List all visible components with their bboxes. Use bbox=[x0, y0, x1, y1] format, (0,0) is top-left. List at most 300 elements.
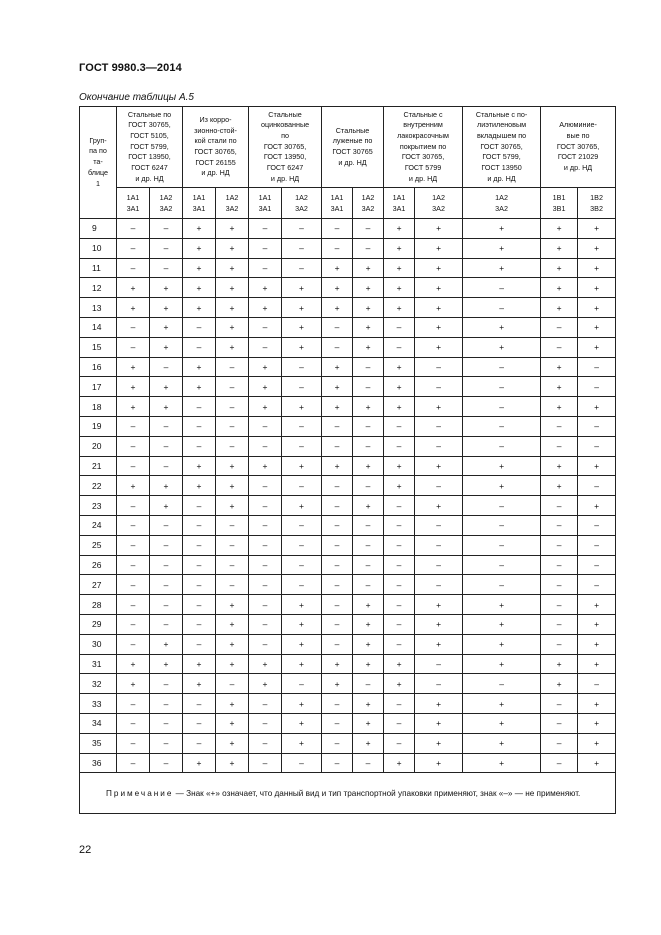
table-cell: – bbox=[117, 535, 150, 555]
header-line: ГОСТ 13950, bbox=[263, 152, 307, 162]
table-cell: – bbox=[541, 515, 578, 535]
table-cell: + bbox=[150, 654, 183, 674]
table-cell: – bbox=[117, 238, 150, 258]
table-cell: – bbox=[353, 515, 384, 535]
subtype-header bbox=[384, 188, 415, 219]
table-cell: – bbox=[117, 515, 150, 535]
table-cell: + bbox=[384, 298, 415, 318]
table-cell: + bbox=[415, 317, 463, 337]
subtype-code: 1А2 bbox=[159, 193, 173, 202]
table-cell: + bbox=[353, 713, 384, 733]
table-cell: – bbox=[183, 515, 216, 535]
table-cell: – bbox=[415, 436, 463, 456]
table-row bbox=[80, 575, 616, 595]
header-line: та- bbox=[93, 157, 103, 167]
subtype-code: 1А2 bbox=[295, 193, 308, 202]
table-cell: + bbox=[463, 476, 541, 496]
table-cell: – bbox=[216, 436, 249, 456]
table-cell: – bbox=[183, 634, 216, 654]
subtype-code: 3А1 bbox=[126, 204, 140, 213]
column-header bbox=[541, 107, 616, 188]
header-line: ГОСТ 30765, bbox=[556, 141, 600, 151]
table-cell: – bbox=[353, 674, 384, 694]
group-number: 12 bbox=[80, 278, 117, 298]
column-header bbox=[249, 107, 322, 188]
table-cell: – bbox=[322, 476, 353, 496]
table-row bbox=[80, 238, 616, 258]
table-cell: + bbox=[282, 278, 322, 298]
table-cell: – bbox=[117, 317, 150, 337]
table-cell: + bbox=[463, 258, 541, 278]
table-cell: + bbox=[150, 397, 183, 417]
table-cell: – bbox=[322, 595, 353, 615]
table-cell: – bbox=[183, 416, 216, 436]
table-cell: + bbox=[415, 278, 463, 298]
column-header bbox=[463, 107, 541, 188]
table-cell: – bbox=[282, 219, 322, 239]
table-cell: – bbox=[541, 496, 578, 516]
column-header bbox=[117, 107, 183, 188]
table-cell: – bbox=[415, 535, 463, 555]
table-cell: – bbox=[541, 595, 578, 615]
table-cell: – bbox=[322, 436, 353, 456]
subtype-header bbox=[183, 188, 216, 219]
table-cell: + bbox=[150, 278, 183, 298]
table-row bbox=[80, 515, 616, 535]
table-cell: – bbox=[541, 535, 578, 555]
subtype-code: 3А2 bbox=[295, 204, 308, 213]
table-cell: – bbox=[117, 258, 150, 278]
table-cell: – bbox=[216, 515, 249, 535]
table-cell: + bbox=[216, 317, 249, 337]
table-cell: + bbox=[183, 238, 216, 258]
table-cell: + bbox=[150, 298, 183, 318]
header-line: ГОСТ 6247 bbox=[266, 163, 304, 173]
table-cell: – bbox=[322, 535, 353, 555]
header-line: и др. НД bbox=[201, 168, 230, 178]
header-line: лиэтиленовым bbox=[477, 120, 527, 130]
table-cell: + bbox=[322, 456, 353, 476]
table-cell: + bbox=[322, 298, 353, 318]
table-cell: – bbox=[353, 377, 384, 397]
table-cell: + bbox=[578, 456, 616, 476]
table-cell: – bbox=[322, 614, 353, 634]
group-number: 28 bbox=[80, 595, 117, 615]
subtype-code: 1А2 bbox=[495, 193, 508, 202]
header-line: ГОСТ 5799, bbox=[482, 152, 521, 162]
table-cell: – bbox=[117, 614, 150, 634]
table-row bbox=[80, 357, 616, 377]
table-cell: + bbox=[384, 397, 415, 417]
table-cell: + bbox=[183, 654, 216, 674]
table-cell: – bbox=[150, 694, 183, 714]
header-line: Стальные с bbox=[403, 109, 443, 119]
table-cell: – bbox=[384, 535, 415, 555]
table-cell: + bbox=[541, 258, 578, 278]
table-cell: – bbox=[578, 555, 616, 575]
table-cell: + bbox=[541, 219, 578, 239]
table-cell: – bbox=[541, 337, 578, 357]
table-cell: + bbox=[183, 357, 216, 377]
table-cell: + bbox=[578, 595, 616, 615]
table-row bbox=[80, 713, 616, 733]
table-cell: + bbox=[249, 377, 282, 397]
header-line: ГОСТ 30765, bbox=[128, 120, 171, 130]
table-cell: – bbox=[117, 337, 150, 357]
table-row bbox=[80, 476, 616, 496]
table-cell: + bbox=[249, 456, 282, 476]
table-cell: – bbox=[249, 219, 282, 239]
table-cell: + bbox=[541, 377, 578, 397]
group-number: 35 bbox=[80, 733, 117, 753]
table-cell: + bbox=[117, 476, 150, 496]
table-row bbox=[80, 654, 616, 674]
table-cell: + bbox=[415, 337, 463, 357]
table-cell: + bbox=[415, 238, 463, 258]
group-number: 24 bbox=[80, 515, 117, 535]
table-cell: + bbox=[353, 397, 384, 417]
table-cell: + bbox=[353, 278, 384, 298]
table-cell: + bbox=[150, 476, 183, 496]
table-cell: + bbox=[541, 238, 578, 258]
header-line: блице bbox=[87, 167, 109, 177]
group-number: 9 bbox=[80, 219, 117, 239]
table-cell: – bbox=[249, 634, 282, 654]
packaging-table bbox=[79, 106, 616, 814]
table-cell: + bbox=[578, 317, 616, 337]
group-number: 33 bbox=[80, 694, 117, 714]
table-cell: – bbox=[541, 317, 578, 337]
page-number: 22 bbox=[79, 844, 92, 856]
group-number: 19 bbox=[80, 416, 117, 436]
table-row bbox=[80, 377, 616, 397]
table-cell: – bbox=[282, 555, 322, 575]
group-number: 30 bbox=[80, 634, 117, 654]
table-cell: – bbox=[183, 595, 216, 615]
table-cell: – bbox=[353, 238, 384, 258]
table-cell: – bbox=[384, 416, 415, 436]
table-cell: – bbox=[578, 377, 616, 397]
table-row bbox=[80, 496, 616, 516]
table-cell: + bbox=[216, 496, 249, 516]
table-cell: – bbox=[353, 476, 384, 496]
subtype-code: 3А2 bbox=[361, 204, 375, 213]
table-row bbox=[80, 258, 616, 278]
table-cell: + bbox=[117, 654, 150, 674]
table-cell: – bbox=[249, 694, 282, 714]
table-cell: + bbox=[415, 456, 463, 476]
header-line: луженые по bbox=[332, 136, 373, 146]
table-cell: + bbox=[322, 377, 353, 397]
header-line: ГОСТ 13950, bbox=[128, 152, 171, 162]
table-cell: – bbox=[541, 555, 578, 575]
table-cell: – bbox=[249, 753, 282, 773]
table-cell: + bbox=[541, 654, 578, 674]
table-cell: + bbox=[384, 654, 415, 674]
table-cell: – bbox=[322, 515, 353, 535]
group-number: 13 bbox=[80, 298, 117, 318]
table-cell: – bbox=[183, 496, 216, 516]
subtype-header bbox=[578, 188, 616, 219]
table-cell: + bbox=[384, 238, 415, 258]
table-cell: + bbox=[353, 298, 384, 318]
table-cell: – bbox=[150, 753, 183, 773]
table-cell: + bbox=[463, 694, 541, 714]
table-cell: + bbox=[282, 713, 322, 733]
table-cell: – bbox=[353, 535, 384, 555]
table-row bbox=[80, 694, 616, 714]
table-cell: + bbox=[322, 278, 353, 298]
table-cell: + bbox=[384, 258, 415, 278]
table-cell: + bbox=[578, 634, 616, 654]
group-number: 34 bbox=[80, 713, 117, 733]
subtype-code: 1А2 bbox=[432, 193, 445, 202]
table-cell: – bbox=[415, 575, 463, 595]
note-text: — Знак «+» означает, что данный вид и тип транспортной упаковки применяют, знак «–» — не применяют. bbox=[173, 788, 581, 798]
table-cell: – bbox=[322, 694, 353, 714]
group-number: 22 bbox=[80, 476, 117, 496]
table-cell: – bbox=[150, 733, 183, 753]
table-cell: + bbox=[216, 298, 249, 318]
header-line: ГОСТ 5799 bbox=[404, 163, 442, 173]
table-cell: – bbox=[322, 337, 353, 357]
group-number: 15 bbox=[80, 337, 117, 357]
table-cell: + bbox=[384, 377, 415, 397]
table-cell: – bbox=[353, 436, 384, 456]
table-cell: + bbox=[117, 278, 150, 298]
table-cell: + bbox=[353, 337, 384, 357]
table-cell: + bbox=[282, 496, 322, 516]
table-cell: – bbox=[282, 753, 322, 773]
table-cell: + bbox=[463, 595, 541, 615]
subtype-header bbox=[249, 188, 282, 219]
table-cell: + bbox=[353, 258, 384, 278]
table-cell: + bbox=[415, 614, 463, 634]
table-cell: + bbox=[578, 753, 616, 773]
table-cell: – bbox=[384, 595, 415, 615]
table-cell: – bbox=[353, 555, 384, 575]
header-line: ГОСТ 13950 bbox=[481, 163, 522, 173]
table-cell: – bbox=[578, 357, 616, 377]
header-line: Стальные bbox=[268, 109, 302, 119]
table-cell: – bbox=[249, 614, 282, 634]
table-cell: – bbox=[150, 555, 183, 575]
table-cell: – bbox=[117, 713, 150, 733]
subtype-code: 3А1 bbox=[330, 204, 344, 213]
header-line: ГОСТ 5799, bbox=[130, 141, 169, 151]
table-cell: + bbox=[183, 298, 216, 318]
table-cell: – bbox=[282, 436, 322, 456]
table-cell: – bbox=[249, 476, 282, 496]
subtype-code: 3А1 bbox=[192, 204, 206, 213]
table-cell: + bbox=[384, 278, 415, 298]
subtype-code: 1В2 bbox=[590, 193, 603, 202]
subtype-code: 3А2 bbox=[432, 204, 445, 213]
header-line: и др. НД bbox=[408, 173, 438, 183]
table-cell: – bbox=[150, 595, 183, 615]
table-cell: + bbox=[282, 595, 322, 615]
table-cell: – bbox=[384, 575, 415, 595]
table-cell: + bbox=[216, 337, 249, 357]
table-cell: – bbox=[384, 436, 415, 456]
table-cell: – bbox=[183, 535, 216, 555]
table-cell: – bbox=[322, 496, 353, 516]
table-cell: – bbox=[249, 416, 282, 436]
table-cell: – bbox=[578, 416, 616, 436]
table-cell: – bbox=[463, 535, 541, 555]
subtype-code: 1А1 bbox=[392, 193, 406, 202]
table-cell: – bbox=[541, 694, 578, 714]
table-cell: + bbox=[150, 634, 183, 654]
note-label: Примечание bbox=[106, 788, 174, 798]
table-cell: + bbox=[353, 694, 384, 714]
table-cell: – bbox=[415, 476, 463, 496]
table-cell: – bbox=[249, 733, 282, 753]
table-cell: + bbox=[578, 219, 616, 239]
table-cell: – bbox=[353, 357, 384, 377]
subtype-code: 3А1 bbox=[392, 204, 406, 213]
table-cell: – bbox=[249, 535, 282, 555]
table-cell: + bbox=[183, 278, 216, 298]
table-cell: – bbox=[384, 496, 415, 516]
table-cell: – bbox=[150, 535, 183, 555]
group-number: 25 bbox=[80, 535, 117, 555]
table-cell: – bbox=[117, 219, 150, 239]
table-cell: – bbox=[578, 476, 616, 496]
header-line: и др. НД bbox=[563, 163, 593, 173]
table-cell: + bbox=[415, 694, 463, 714]
table-cell: + bbox=[415, 713, 463, 733]
table-cell: – bbox=[183, 436, 216, 456]
table-cell: – bbox=[216, 535, 249, 555]
table-cell: + bbox=[384, 476, 415, 496]
table-cell: + bbox=[463, 634, 541, 654]
subtype-code: 1А1 bbox=[126, 193, 140, 202]
header-line: и др. НД bbox=[338, 157, 367, 167]
table-cell: – bbox=[541, 436, 578, 456]
table-cell: – bbox=[384, 634, 415, 654]
table-cell: + bbox=[541, 674, 578, 694]
header-row bbox=[80, 107, 616, 188]
table-cell: + bbox=[463, 238, 541, 258]
table-cell: – bbox=[415, 357, 463, 377]
table-row bbox=[80, 634, 616, 654]
table-cell: + bbox=[216, 753, 249, 773]
header-line: ГОСТ 30765, bbox=[194, 147, 237, 156]
table-cell: – bbox=[183, 555, 216, 575]
table-cell: + bbox=[353, 496, 384, 516]
header-line: ГОСТ 21029 bbox=[557, 152, 599, 162]
table-cell: – bbox=[117, 733, 150, 753]
header-line: оцинкованные bbox=[260, 120, 310, 130]
subtype-code: 3А1 bbox=[258, 204, 272, 213]
table-cell: + bbox=[415, 595, 463, 615]
table-cell: + bbox=[117, 397, 150, 417]
table-cell: – bbox=[463, 674, 541, 694]
table-cell: – bbox=[249, 575, 282, 595]
table-cell: – bbox=[578, 515, 616, 535]
group-number: 20 bbox=[80, 436, 117, 456]
table-cell: – bbox=[463, 298, 541, 318]
table-cell: + bbox=[541, 456, 578, 476]
table-cell: + bbox=[249, 278, 282, 298]
table-cell: – bbox=[322, 634, 353, 654]
table-cell: + bbox=[463, 753, 541, 773]
table-cell: – bbox=[578, 674, 616, 694]
table-cell: + bbox=[282, 298, 322, 318]
table-cell: – bbox=[150, 674, 183, 694]
table-cell: – bbox=[249, 595, 282, 615]
table-row bbox=[80, 535, 616, 555]
table-cell: + bbox=[216, 258, 249, 278]
subtype-header bbox=[322, 188, 353, 219]
group-number: 10 bbox=[80, 238, 117, 258]
subtype-header bbox=[353, 188, 384, 219]
table-cell: + bbox=[249, 357, 282, 377]
table-cell: – bbox=[415, 674, 463, 694]
table-cell: + bbox=[249, 298, 282, 318]
subtype-code: 3А2 bbox=[495, 204, 508, 213]
table-cell: + bbox=[216, 219, 249, 239]
table-cell: – bbox=[463, 555, 541, 575]
table-cell: + bbox=[463, 733, 541, 753]
table-cell: – bbox=[415, 555, 463, 575]
table-cell: – bbox=[322, 713, 353, 733]
table-cell: – bbox=[578, 436, 616, 456]
table-cell: – bbox=[282, 258, 322, 278]
table-cell: + bbox=[463, 337, 541, 357]
group-number: 14 bbox=[80, 317, 117, 337]
table-cell: + bbox=[541, 298, 578, 318]
table-cell: – bbox=[249, 515, 282, 535]
table-cell: + bbox=[216, 278, 249, 298]
table-cell: + bbox=[384, 456, 415, 476]
table-cell: – bbox=[249, 337, 282, 357]
table-cell: + bbox=[322, 674, 353, 694]
header-line: кой стали по bbox=[194, 136, 237, 146]
table-cell: + bbox=[282, 654, 322, 674]
table-cell: – bbox=[384, 733, 415, 753]
table-cell: + bbox=[578, 278, 616, 298]
table-cell: + bbox=[282, 317, 322, 337]
table-cell: – bbox=[353, 219, 384, 239]
header-line: внутренним bbox=[403, 120, 443, 130]
table-cell: + bbox=[578, 238, 616, 258]
table-cell: + bbox=[353, 595, 384, 615]
table-cell: + bbox=[282, 456, 322, 476]
table-cell: + bbox=[282, 733, 322, 753]
table-cell: + bbox=[183, 377, 216, 397]
table-cell: – bbox=[384, 515, 415, 535]
table-cell: – bbox=[117, 575, 150, 595]
table-row bbox=[80, 416, 616, 436]
note-row bbox=[80, 773, 616, 814]
table-cell: – bbox=[322, 753, 353, 773]
subtype-header bbox=[541, 188, 578, 219]
table-cell: + bbox=[216, 456, 249, 476]
table-cell: + bbox=[216, 476, 249, 496]
table-row bbox=[80, 436, 616, 456]
group-number: 26 bbox=[80, 555, 117, 575]
subtype-code: 3А2 bbox=[159, 204, 173, 213]
header-line: и др. НД bbox=[270, 173, 300, 183]
table-cell: – bbox=[353, 575, 384, 595]
header-line: ГОСТ 30765, bbox=[401, 152, 445, 162]
table-cell: – bbox=[117, 555, 150, 575]
group-number: 16 bbox=[80, 357, 117, 377]
header-line: па по bbox=[89, 146, 107, 156]
group-number: 21 bbox=[80, 456, 117, 476]
